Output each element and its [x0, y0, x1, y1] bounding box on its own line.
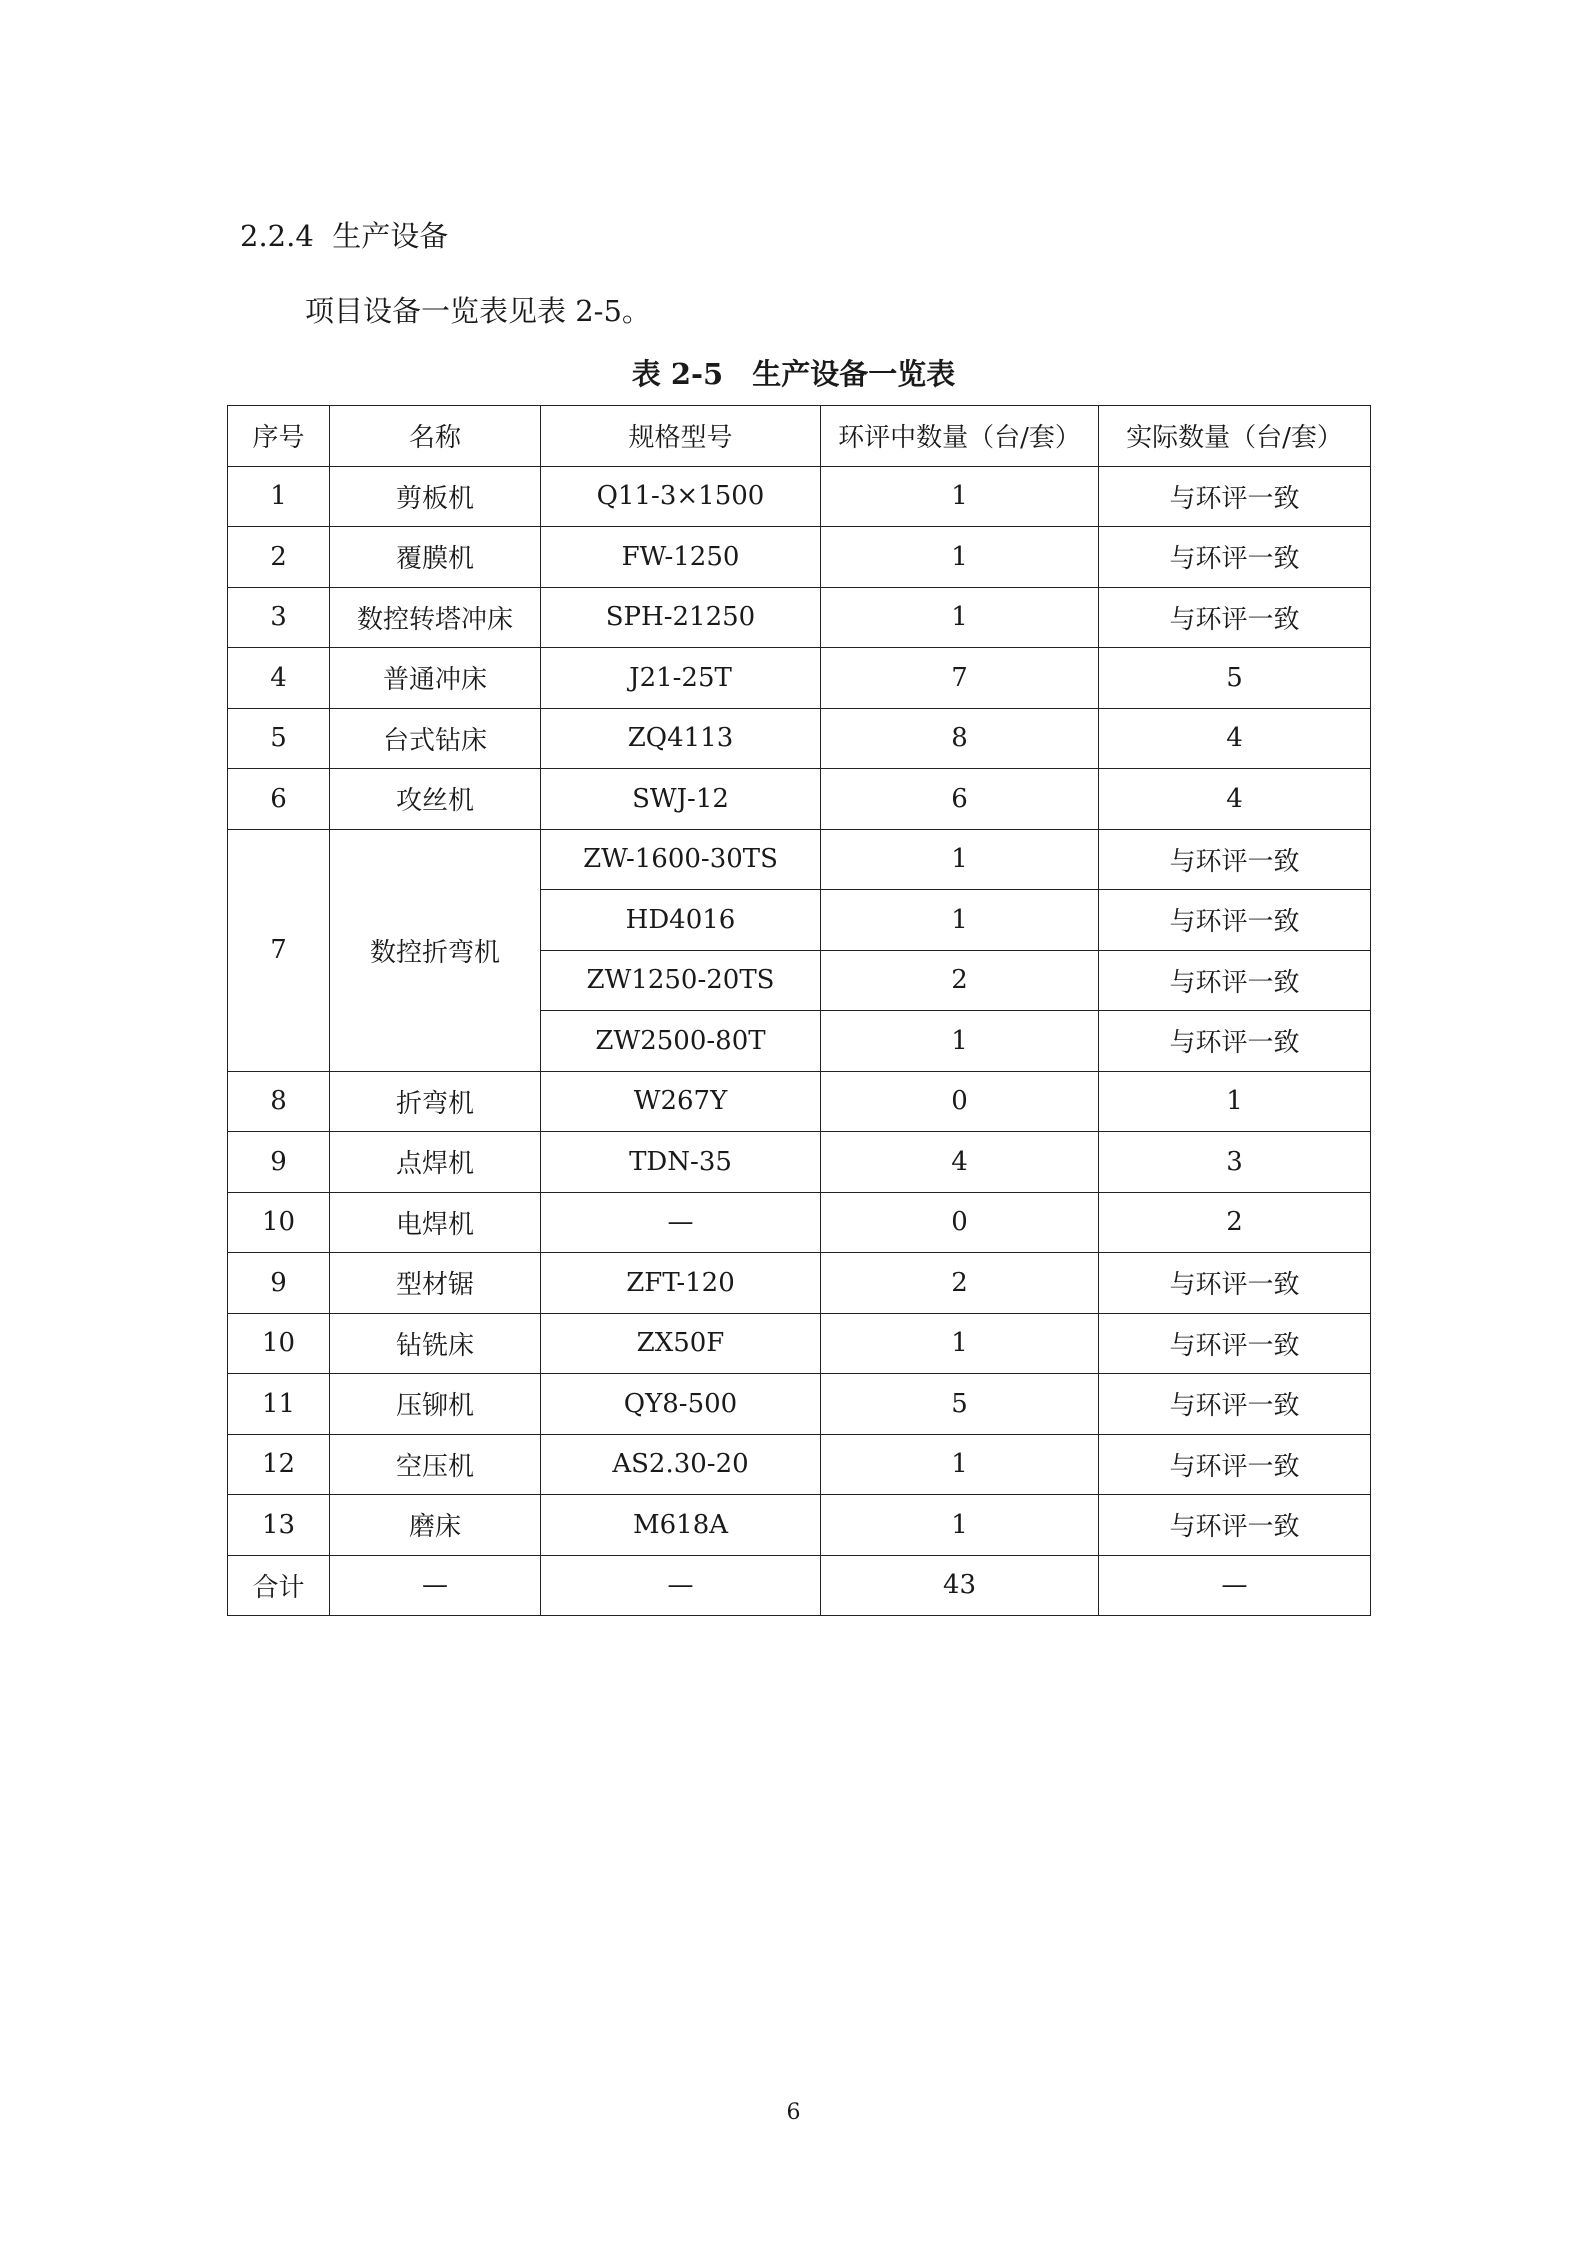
row-number: 2: [228, 527, 330, 588]
table-row: [228, 1434, 1371, 1495]
header-cell: 规格型号: [541, 406, 821, 467]
row-number: 7: [228, 829, 330, 1071]
equipment-name: 压铆机: [330, 1374, 541, 1435]
planned-quantity: 1: [821, 1313, 1099, 1374]
table-header-row: [228, 406, 1371, 467]
planned-quantity: 7: [821, 648, 1099, 709]
page-number: 6: [786, 2100, 801, 2125]
planned-quantity: 8: [821, 708, 1099, 769]
equipment-spec: HD4016: [541, 890, 821, 951]
row-number: 5: [228, 708, 330, 769]
equipment-table: [227, 405, 1371, 1616]
equipment-name: 攻丝机: [330, 769, 541, 830]
table-total-row: [228, 1555, 1371, 1616]
equipment-spec: ZW2500-80T: [541, 1011, 821, 1072]
planned-quantity: 5: [821, 1374, 1099, 1435]
equipment-name: 普通冲床: [330, 648, 541, 709]
planned-quantity: 0: [821, 1071, 1099, 1132]
actual-quantity: 与环评一致: [1099, 1313, 1371, 1374]
total-name-dash: —: [330, 1555, 541, 1616]
equipment-name: 空压机: [330, 1434, 541, 1495]
table-row: [228, 1374, 1371, 1435]
equipment-spec: FW-1250: [541, 527, 821, 588]
actual-quantity: 与环评一致: [1099, 890, 1371, 951]
equipment-spec: SPH-21250: [541, 587, 821, 648]
table-row: [228, 1192, 1371, 1253]
actual-quantity: 与环评一致: [1099, 527, 1371, 588]
table-row: [228, 648, 1371, 709]
row-number: 9: [228, 1132, 330, 1193]
table-row: [228, 769, 1371, 830]
equipment-spec: J21-25T: [541, 648, 821, 709]
planned-quantity: 1: [821, 527, 1099, 588]
equipment-spec: QY8-500: [541, 1374, 821, 1435]
planned-quantity: 1: [821, 829, 1099, 890]
table-row: [228, 1071, 1371, 1132]
planned-quantity: 6: [821, 769, 1099, 830]
equipment-name: 磨床: [330, 1495, 541, 1556]
equipment-name: 型材锯: [330, 1253, 541, 1314]
actual-quantity: 与环评一致: [1099, 1011, 1371, 1072]
table-row: [228, 1253, 1371, 1314]
row-number: 3: [228, 587, 330, 648]
equipment-spec: AS2.30-20: [541, 1434, 821, 1495]
equipment-spec: M618A: [541, 1495, 821, 1556]
header-cell: 实际数量（台/套）: [1099, 406, 1371, 467]
equipment-name: 点焊机: [330, 1132, 541, 1193]
planned-quantity: 1: [821, 1011, 1099, 1072]
row-number: 10: [228, 1313, 330, 1374]
equipment-spec: —: [541, 1192, 821, 1253]
row-number: 8: [228, 1071, 330, 1132]
actual-quantity: 与环评一致: [1099, 829, 1371, 890]
header-cell: 环评中数量（台/套）: [821, 406, 1099, 467]
section-heading: [240, 214, 448, 255]
planned-quantity: 1: [821, 466, 1099, 527]
planned-quantity: 2: [821, 950, 1099, 1011]
row-number: 11: [228, 1374, 330, 1435]
planned-quantity: 1: [821, 890, 1099, 951]
equipment-spec: ZW-1600-30TS: [541, 829, 821, 890]
equipment-spec: ZQ4113: [541, 708, 821, 769]
total-planned-quantity: 43: [821, 1555, 1099, 1616]
table-row: [228, 708, 1371, 769]
row-number: 4: [228, 648, 330, 709]
planned-quantity: 0: [821, 1192, 1099, 1253]
table-row: [228, 527, 1371, 588]
equipment-name: 剪板机: [330, 466, 541, 527]
equipment-spec: TDN-35: [541, 1132, 821, 1193]
row-number: 12: [228, 1434, 330, 1495]
equipment-spec: ZW1250-20TS: [541, 950, 821, 1011]
table-caption: 表 2-5 生产设备一览表: [631, 357, 956, 391]
planned-quantity: 1: [821, 1495, 1099, 1556]
table-row: [228, 1495, 1371, 1556]
actual-quantity: 4: [1099, 708, 1371, 769]
row-number: 9: [228, 1253, 330, 1314]
equipment-name: 电焊机: [330, 1192, 541, 1253]
actual-quantity: 与环评一致: [1099, 950, 1371, 1011]
section-title: 生产设备: [332, 219, 449, 253]
actual-quantity: 与环评一致: [1099, 1374, 1371, 1435]
row-number: 13: [228, 1495, 330, 1556]
planned-quantity: 4: [821, 1132, 1099, 1193]
actual-quantity: 与环评一致: [1099, 587, 1371, 648]
section-number: 2.2.4: [240, 219, 314, 253]
equipment-spec: SWJ-12: [541, 769, 821, 830]
equipment-spec: W267Y: [541, 1071, 821, 1132]
row-number: 10: [228, 1192, 330, 1253]
header-cell: 序号: [228, 406, 330, 467]
equipment-spec: ZFT-120: [541, 1253, 821, 1314]
actual-quantity: 与环评一致: [1099, 466, 1371, 527]
equipment-name: 覆膜机: [330, 527, 541, 588]
equipment-spec: ZX50F: [541, 1313, 821, 1374]
equipment-name: 数控转塔冲床: [330, 587, 541, 648]
actual-quantity: 4: [1099, 769, 1371, 830]
header-cell: 名称: [330, 406, 541, 467]
actual-quantity: 3: [1099, 1132, 1371, 1193]
actual-quantity: 2: [1099, 1192, 1371, 1253]
actual-quantity: 与环评一致: [1099, 1434, 1371, 1495]
total-spec-dash: —: [541, 1555, 821, 1616]
equipment-spec: Q11-3×1500: [541, 466, 821, 527]
equipment-name: 数控折弯机: [330, 829, 541, 1071]
actual-quantity: 1: [1099, 1071, 1371, 1132]
intro-paragraph: 项目设备一览表见表 2-5。: [305, 294, 651, 328]
actual-quantity: 与环评一致: [1099, 1495, 1371, 1556]
equipment-name: 台式钻床: [330, 708, 541, 769]
planned-quantity: 2: [821, 1253, 1099, 1314]
row-number: 6: [228, 769, 330, 830]
table-row: [228, 466, 1371, 527]
table-row: [228, 1313, 1371, 1374]
table-row: [228, 587, 1371, 648]
planned-quantity: 1: [821, 587, 1099, 648]
total-label: 合计: [228, 1555, 330, 1616]
total-actual-dash: —: [1099, 1555, 1371, 1616]
actual-quantity: 与环评一致: [1099, 1253, 1371, 1314]
equipment-name: 折弯机: [330, 1071, 541, 1132]
table-row: [228, 1132, 1371, 1193]
actual-quantity: 5: [1099, 648, 1371, 709]
planned-quantity: 1: [821, 1434, 1099, 1495]
equipment-name: 钻铣床: [330, 1313, 541, 1374]
row-number: 1: [228, 466, 330, 527]
table-row: [228, 829, 1371, 890]
